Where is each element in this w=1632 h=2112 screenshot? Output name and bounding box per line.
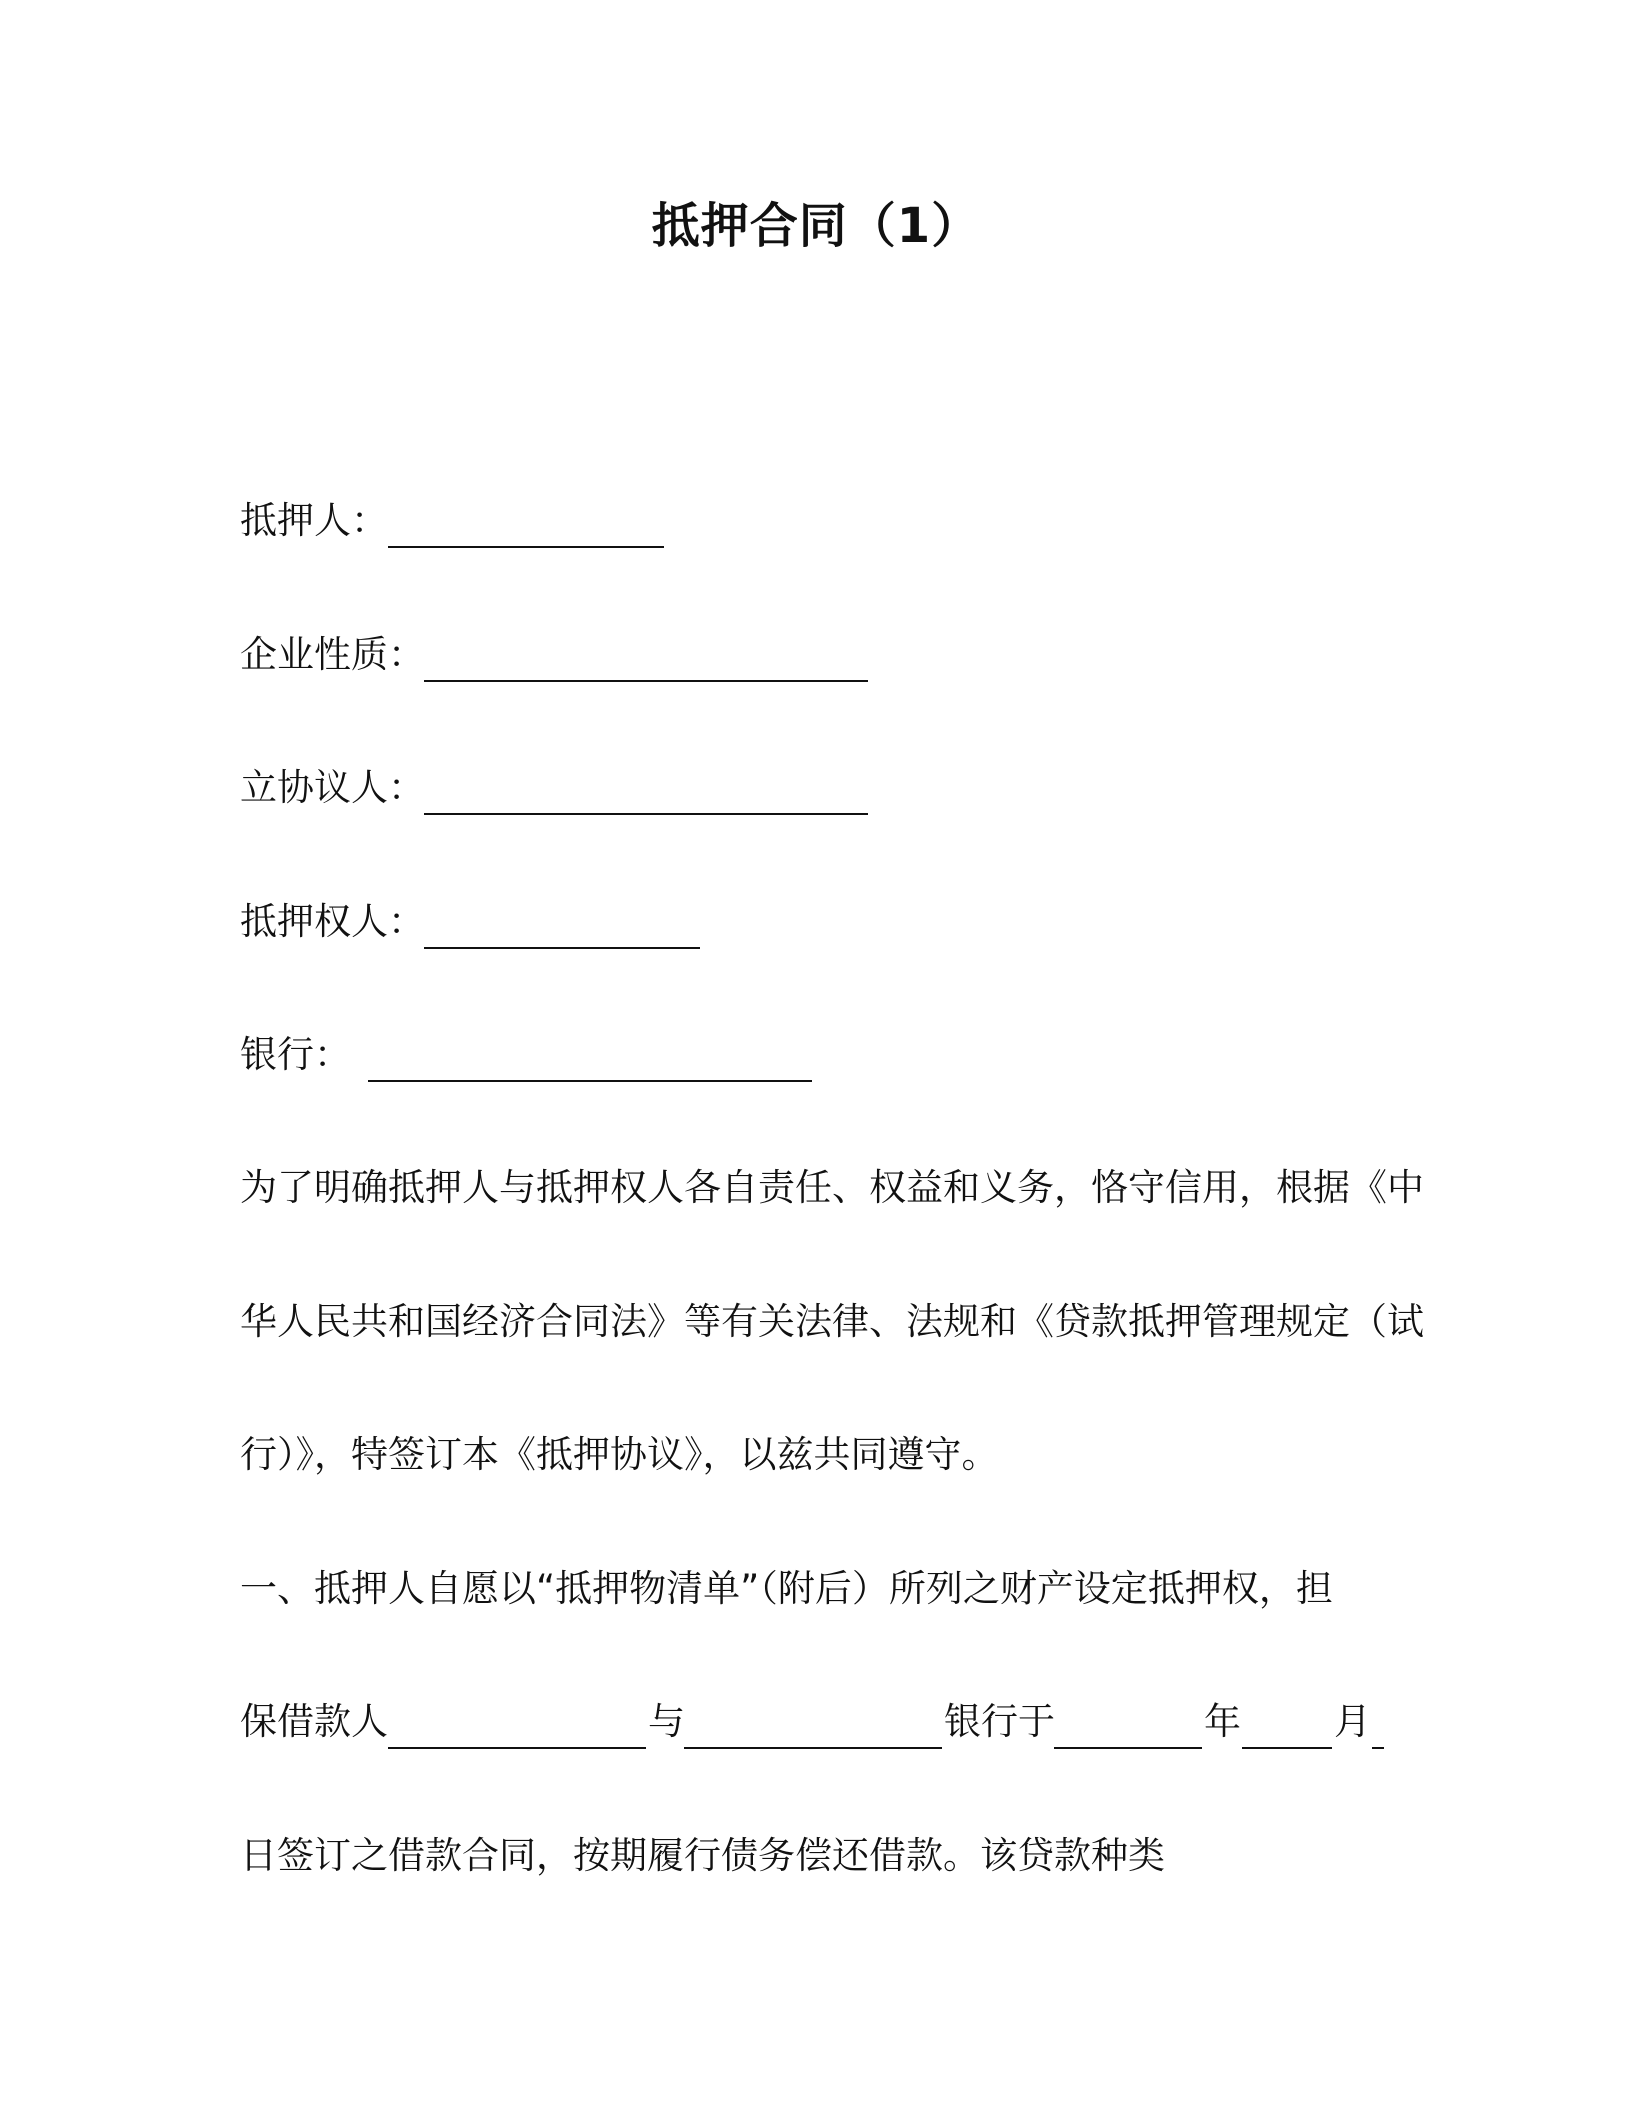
- clause1-line-3: 日签订之借款合同，按期履行债务偿还借款。该贷款种类: [240, 1834, 1165, 1877]
- blank-agreement-party[interactable]: [424, 813, 868, 815]
- blank-year[interactable]: [1054, 1747, 1202, 1749]
- clause1-text-and: 与: [648, 1700, 685, 1743]
- field-label-enterprise-nature: 企业性质：: [240, 633, 425, 676]
- field-label-agreement-party: 立协议人：: [240, 766, 425, 809]
- clause1-line-1: 一、抵押人自愿以“抵押物清单”（附后）所列之财产设定抵押权，担: [240, 1567, 1333, 1610]
- preamble-line-2: 华人民共和国经济合同法》等有关法律、法规和《贷款抵押管理规定（试: [240, 1300, 1424, 1343]
- blank-enterprise-nature[interactable]: [424, 680, 868, 682]
- clause1-text-month: 月: [1334, 1700, 1371, 1743]
- field-label-bank: 银行：: [240, 1033, 351, 1076]
- clause1-text-year: 年: [1204, 1700, 1241, 1743]
- blank-month[interactable]: [1242, 1747, 1332, 1749]
- clause1-text-bank-on: 银行于: [944, 1700, 1055, 1743]
- preamble-line-1: 为了明确抵押人与抵押权人各自责任、权益和义务，恪守信用，根据《中: [240, 1166, 1424, 1209]
- field-label-mortgagor: 抵押人：: [240, 499, 388, 542]
- clause1-text-borrower: 保借款人: [240, 1700, 388, 1743]
- blank-day[interactable]: [1372, 1747, 1384, 1749]
- blank-mortgagor[interactable]: [388, 546, 664, 548]
- blank-lender-bank[interactable]: [684, 1747, 942, 1749]
- preamble-line-3: 行）》，特签订本《抵押协议》，以兹共同遵守。: [240, 1433, 999, 1476]
- field-label-mortgagee: 抵押权人：: [240, 900, 425, 943]
- blank-bank[interactable]: [368, 1080, 812, 1082]
- blank-borrower[interactable]: [388, 1747, 646, 1749]
- blank-mortgagee[interactable]: [424, 947, 700, 949]
- document-title: 抵押合同（1）: [651, 198, 981, 254]
